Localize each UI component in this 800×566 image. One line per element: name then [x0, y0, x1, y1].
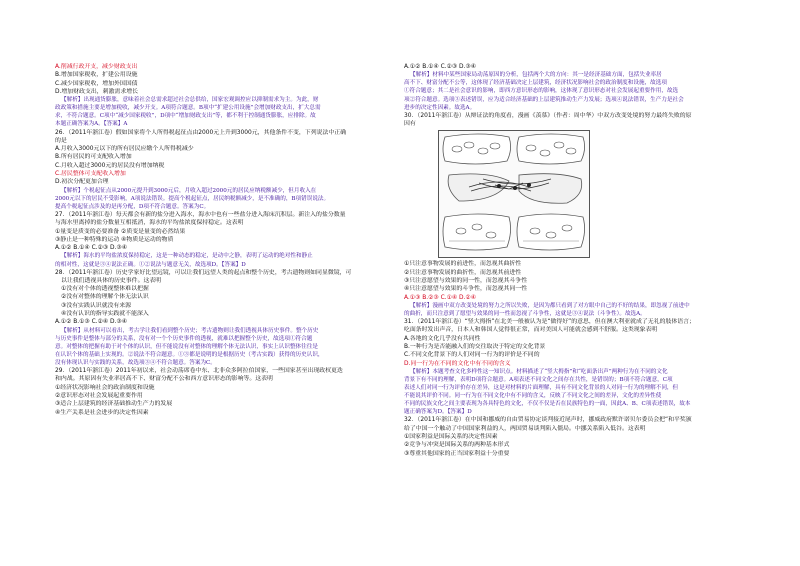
q28-explanation	[55, 327, 417, 367]
q27-expl-line: 的相对性，这就是③④说法正确。①②说法与题意无关，故选项D。【答案】D	[55, 261, 246, 268]
q26-option-a: A.月收入3000元以下的所有居民应缴个人所得税减少	[55, 146, 194, 153]
q30-explanation	[404, 302, 766, 318]
left-column	[55, 63, 417, 417]
q31-explanation	[404, 368, 766, 417]
q29-item: ④生产关系是社会进步的决定性因素	[55, 409, 149, 416]
q28-expl-line: 没有体现认识与实践的关系，故选项③④不符合题意。答案为C。	[55, 360, 216, 367]
q31-expl-line: 【解析】本题考查文化多样性这一知识点。材料描述了“竖大拇指”和“吃面条出声”两种行为在不同的文化	[410, 368, 668, 375]
q29-expl-line: 【解析】材料中某些国家局动荡原因的分析，包括两个大的方向：其一是经济基础方面，包括失业率居	[410, 72, 662, 79]
q31-option-b: B.一种行为是否能融入们的交往取决于特定的文化背景	[404, 343, 546, 350]
q30-expl-line: 【解析】漫画中双方改变处境的努力之所以失败，是因为都只看到了对方眼中自己的不好的结果，即忽视了前进中	[410, 302, 690, 309]
q27-stem: 与海水里离掉的盐分数量互相抵消，海水的平均盐浓度保持稳定。这表明	[55, 220, 244, 227]
q29-answers: A.①② B.①④ C.②③ D.③④	[404, 64, 476, 70]
q25-option-d: D.增加财政支出，刺激需求增长	[55, 88, 138, 95]
q30-item: ④只注意愿望与效果的斗争性，而忽视其同一性	[404, 286, 528, 293]
q26-stem: 的是	[55, 137, 67, 144]
q31-expl-line: 不能说其评价不同。同一行为在不同文化中有不同的含义，反映了不同文化之间的差异，文化的差异性使	[404, 393, 662, 400]
q27-stem: 27．（2011年浙江卷）每天都会有新的盐分进入海水，海水中也有一些盐分进入海床沉积层。新注入的盐分数量	[55, 211, 346, 218]
q29-expl-line: 项②符合题意。选项③表述错误，应为适合经济基础的上层建筑推动生产力发展；选项④说法错误，生产力是社会	[404, 96, 684, 103]
q29-item: ③适合上层建筑的经济基础推动生产力的发展	[55, 401, 173, 408]
right-column	[404, 63, 766, 458]
q31-expl-line: 表述人们对同一行为评价存在差异，这是对材料的片面理解，具有不同文化背景的人对同一行为的理解不同，但	[404, 385, 679, 391]
question-29	[55, 367, 417, 417]
q28-item: ②没有对整体的理解个体无法认识	[61, 294, 149, 301]
q29-expl-line: ①符合题意；其二是社会意识的影响，即西方意识形态的影响，这体现了意识形态对社会发展起重要作用，故选	[404, 88, 679, 95]
q28-item: ①没有对个体的透视整体难以把握	[61, 286, 149, 293]
q30-expl-line: 的曲折，而只注意到了愿望与效果的同一性而忽视了斗争性，这就是③④说法（斗争性）。故选A。	[404, 310, 646, 317]
question-31	[404, 318, 766, 368]
q27-explanation	[55, 252, 417, 268]
question-27	[55, 211, 417, 252]
q28-stem: 28．（2011年浙江卷）历史学家好比望远镜，可以让我们远望人类的起点和整个历史，考古遗物则如同显微镜，可	[55, 269, 352, 276]
q31-stem: 吃面条时发出声音，日本人和韩国人觉得很正常，而对美国人可能就会感到不舒服。这类现象表明	[404, 327, 658, 334]
q25-expl-line: 政政策和措施主要是增加税收，减少开支。A项符合题意。B项中“扩建公用设施”会增加财政支出，扩大总需	[55, 105, 321, 112]
q27-item: ③静止是一种特殊的运动 ④物质是运动的物质	[55, 236, 174, 243]
question-32	[404, 416, 766, 457]
q29-expl-line: 进步的决定性因素。故选A。	[404, 104, 476, 111]
q28-expl-line: 意。对整体的把握有助于对个体的认识，但不能说没有对整体的理解个体无法认识，事实上认识整体往往是	[55, 343, 318, 350]
q26-option-b: B.所有居民的可支配收入增加	[55, 154, 132, 161]
q31-expl-line: 题正确答案为D。【答案】D	[404, 409, 472, 416]
q28-answers: A.①② B.①③ C.②④ D.③④	[55, 319, 127, 326]
q28-expl-line: 【解析】从材料可以看出，考古学让我们看到整个历史；考古遗物则让我们透视具体历史事件。整个历史	[61, 327, 319, 334]
q25-option-a: A.削减行政开支，减少财政支出	[55, 64, 138, 70]
q28-item: ④没有认识的指导实践就不能深入	[61, 311, 149, 318]
q31-option-a: A.各地的文化几乎没有共同性	[404, 335, 481, 342]
q30-answers: A.①③ B.②③ C.①④ D.②④	[404, 294, 476, 301]
cartoon-envy	[438, 130, 590, 258]
q25-expl-line: 本题正确答案为A。【答案】A	[55, 121, 128, 128]
q26-stem: 26．（2011年浙江卷）假如国家将个人所得税起征点由2000元上升到3000元，其他条件不变，下列说法中正确	[55, 129, 347, 136]
question-30	[404, 112, 766, 302]
q28-stem: 以让我们透视具体的历史事件。这表明	[61, 277, 162, 284]
q25-explanation	[55, 96, 417, 128]
q30-stem: 30．（2011年浙江卷）从辩证法的角度看，漫画《羡慕》（作者：周中华）中双方改变处境的努力最终失败的原	[404, 112, 692, 119]
q32-item: ②竞争与冲突是国际关系的两种基本形式	[404, 442, 510, 449]
q26-explanation	[55, 187, 417, 211]
q28-expl-line: 与历史事件是整体与部分的关系，没有对一个个历史事件的透视，就难以把握整个历史，故选项①符合题	[55, 335, 313, 342]
q28-expl-line: 在认识个体的基础上实现的。②说法不符合题意。①③都是说明的是根据历史（考古实践）获得的历史认识，	[55, 351, 324, 358]
q26-option-c-answer: C.居民整体可支配收入增加	[55, 171, 126, 178]
q26-option-c: C.月收入超过3000元的居民没有增加纳税	[55, 162, 165, 169]
q30-item: ①只注意事物发展的前进性，而忽视其曲折性	[404, 261, 522, 268]
q29-item: ①经济状况影响社会的政治制度和设施	[55, 384, 155, 391]
q27-answers: A.①② B.①④ C.②③ D.③④	[55, 245, 127, 252]
q26-option-d: D.初次分配更加合理	[55, 179, 109, 186]
q32-stem: 32．（2011年浙江卷）在中国和挪威的自由贸易协定谈判接近尾声时，挪威政府默许诺贝尔委员会把“和平奖颁	[404, 417, 692, 424]
q31-expl-line: 不同的民族文化之间主要表现为各具特色的文化，不仅不仅是否在民族特色的一面，因此A、B、C项表述错误，故本	[404, 401, 691, 408]
q31-option-d: D.同一行为在不同的文化中有不同的含义	[404, 360, 511, 367]
q26-expl-line: 提高个税起征点涉及的是再分配，D项不符合题意。答案为C。	[55, 203, 210, 210]
q25-options	[55, 63, 417, 96]
question-26	[55, 129, 417, 187]
q30-item: ③只注意愿望与效果的同一性，而忽视其斗争性	[404, 277, 528, 284]
q25-expl-line: 【解析】出现通货膨胀，意味着社会总需求超过社会总供给，国家宏观调控应以抑制需求为主。为此，财	[61, 97, 319, 104]
q26-expl-line: 【解析】个税起征点从2000元提升到3000元后，月收入超过2000元的居民应纳税额减少，但月收入在	[61, 187, 317, 194]
q25-expl-line: 求，不符合题意。C项中“减少国家税收”，D项中“增加财政支出”等，都不利于控制通货膨胀，应排除。故	[55, 113, 316, 120]
q32-item: ③尊重其他国家的正当国家利益十分重要	[404, 450, 510, 457]
q27-expl-line: 【解析】海水的平均盐浓度保持稳定，这是一种动态的稳定，是动中之静，表明了运动的绝对性和静止	[61, 253, 313, 260]
q29-explanation	[404, 71, 766, 111]
q29-item: ②意识形态对社会发展起重要作用	[55, 393, 143, 400]
q31-stem: 31．（2011年浙江卷）“竖大拇指”在北美一般被认为是“做得好”的意思，但在澳大利亚就成了无礼的肢体语言；	[404, 319, 695, 326]
q29-expl-line: 高不下、财富分配不公等，这体现了经济基础决定上层建筑，经济状况影响社会的政治制度和设施，故选项	[404, 80, 667, 87]
q32-stem: 给了中国一个触动了中国国家利益的人，两国贸易谈判陷入僵局。中挪关系陷入低谷。这表明	[404, 425, 646, 432]
q30-stem: 因有	[404, 121, 416, 128]
q31-option-c: C.不同文化背景下的人们对同一行为的评价是不同的	[404, 352, 540, 359]
q26-expl-line: 2000元以下的居民不受影响，A项说法错误。提高个税起征点，居民纳税额减少，是不准确的，B项错误说法。	[55, 195, 330, 202]
q25-option-c: C.减少国家税收，增加外国国债	[55, 80, 138, 87]
q31-expl-line: 背景下有不同的理解，表明D项符合题意。A项表述不同文化之间存在共性，是错误的；B项不符合题意，C项	[404, 376, 673, 383]
q29-stem: 29．（2011年浙江卷）2011年初以来，社会动荡席卷中东、北非众多阿拉伯国家，一些国家甚至出现政权更迭	[55, 368, 343, 375]
q27-item: ①量变是质变的必要准备 ②质变是量变的必然结果	[55, 228, 186, 235]
q28-item: ③没有实践认识就没有来源	[61, 302, 132, 309]
question-28	[55, 269, 417, 327]
cartoon-drawing	[439, 131, 589, 257]
q32-item: ①国家利益是国际关系的决定性因素	[404, 433, 498, 440]
q29-stem: 和内战。其原因有失业率居高不下、财富分配不公和西方意识形态的影响等。这表明	[55, 376, 273, 383]
q30-item: ②只注意事物发展的曲折性，而忽视其前进性	[404, 269, 522, 276]
q25-option-b: B.增加国家税收，扩建公用设施	[55, 72, 138, 79]
